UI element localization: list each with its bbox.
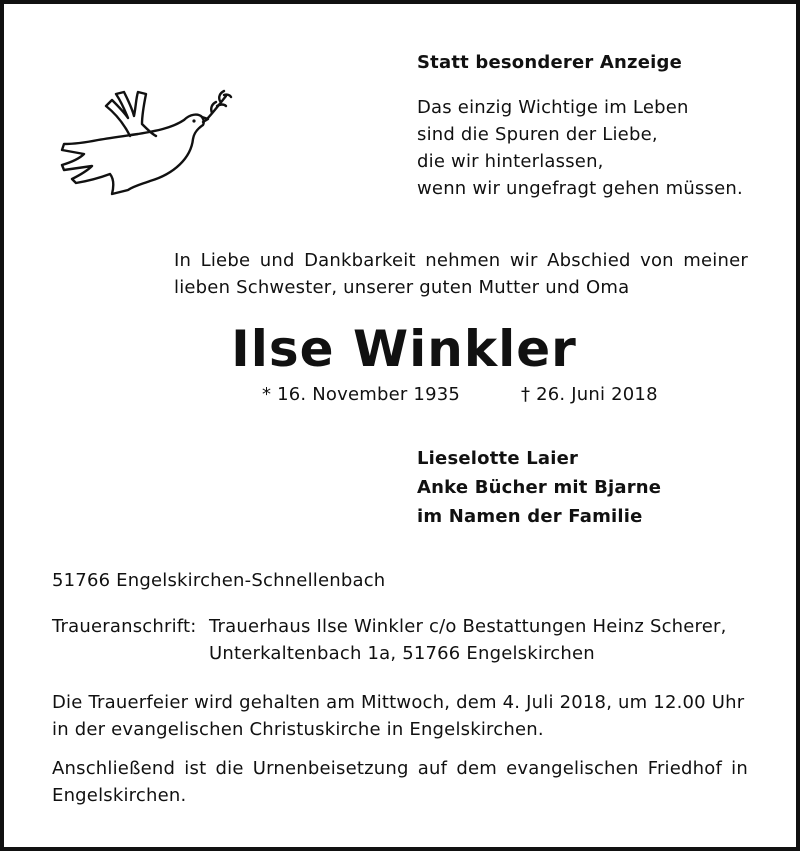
ceremony-line: in der evangelischen Christuskirche in Engelskirchen. (52, 719, 544, 740)
mourner-line: Anke Bücher mit Bjarne (417, 477, 662, 498)
burial-line: Anschließend ist die Urnenbeisetzung auf dem evangelischen Friedhof in (52, 758, 748, 779)
place-line: 51766 Engelskirchen-Schnellenbach (52, 570, 386, 591)
intro-text (174, 247, 748, 301)
dove-with-olive-branch-icon (54, 86, 234, 211)
intro-line: lieben Schwester, unserer guten Mutter und Oma (174, 277, 630, 298)
ceremony-text (52, 689, 744, 743)
poem-line: die wir hinterlassen, (417, 151, 604, 172)
burial-line: Engelskirchen. (52, 785, 187, 806)
mourner-line: Lieselotte Laier (417, 448, 579, 469)
intro-line: In Liebe und Dankbarkeit nehmen wir Abschied von meiner (174, 250, 748, 271)
mourner-line: im Namen der Familie (417, 506, 643, 527)
poem-line: wenn wir ungefragt gehen müssen. (417, 178, 743, 199)
birth-date: * 16. November 1935 (262, 384, 461, 405)
address-label: Traueranschrift: (52, 616, 197, 637)
poem (417, 94, 743, 202)
deceased-name: Ilse Winkler (231, 320, 577, 378)
ceremony-line: Die Trauerfeier wird gehalten am Mittwoch, dem 4. Juli 2018, um 12.00 Uhr (52, 692, 745, 713)
mourners (417, 444, 661, 531)
poem-line: sind die Spuren der Liebe, (417, 124, 658, 145)
address-line: Trauerhaus Ilse Winkler c/o Bestattungen Heinz Scherer, (209, 616, 727, 637)
death-date: † 26. Juni 2018 (521, 384, 658, 405)
address-line: Unterkaltenbach 1a, 51766 Engelskirchen (209, 643, 595, 664)
poem-line: Das einzig Wichtige im Leben (417, 97, 689, 118)
address-text (209, 613, 727, 667)
burial-text (52, 755, 748, 809)
notice-heading: Statt besonderer Anzeige (417, 52, 682, 73)
